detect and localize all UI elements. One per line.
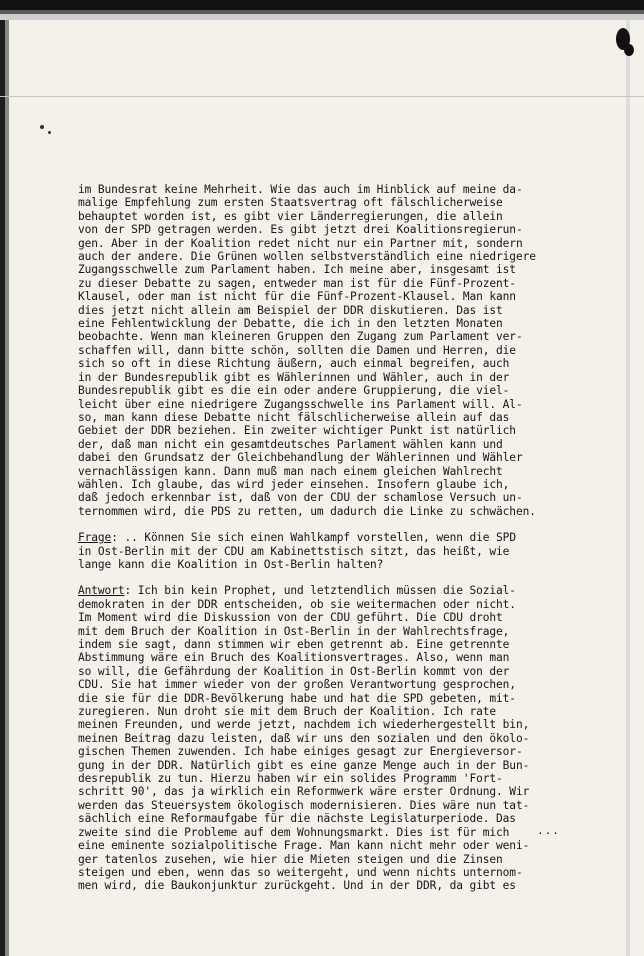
text-line: so, man kann diese Debatte nicht fälschlicherweise allein auf das — [78, 410, 510, 424]
text-line: demokraten in der DDR entscheiden, ob sie weitermachen oder nicht. — [78, 597, 516, 611]
text-line: Abstimmung wäre ein Bruch des Koalitionsvertrages. Also, wenn man — [78, 651, 510, 665]
text-line: sich so oft in diese Richtung äußern, auch einmal begreifen, auch — [78, 357, 510, 371]
text-line: leicht über eine niedrigere Zugangsschwelle ins Parlament will. Al- — [78, 397, 523, 411]
frage-label: Frage — [78, 531, 112, 545]
text-line: der, daß man nicht ein gesamtdeutsches Parlament wählen kann und — [78, 437, 503, 451]
text-line: eine eminente sozialpolitische Frage. Man kann nicht mehr oder weni- — [78, 839, 530, 853]
text-line: werden das Steuersystem ökologisch modernisieren. Dies wäre nun tat- — [78, 798, 530, 812]
text-line: sächlich eine Reformaufgabe für die nächste Legislaturperiode. Das — [78, 812, 516, 826]
text-line: von der SPD getragen werden. Es gibt jetzt drei Koalitionsregierun- — [78, 223, 523, 237]
text-line: schaffen will, dann bitte schön, sollten die Damen und Herren, die — [78, 343, 516, 357]
punch-hole — [624, 44, 634, 56]
text-line: Im Moment wird die Diskussion von der CDU geführt. Die CDU droht — [78, 611, 503, 625]
text-line: im Bundesrat keine Mehrheit. Wie das auch im Hinblick auf meine da- — [78, 183, 523, 196]
text-line: daß jedoch erkennbar ist, daß von der CDU der schamlose Versuch un- — [78, 491, 523, 505]
antwort-label: Antwort — [78, 584, 125, 598]
antwort-text: : Ich bin kein Prophet, und letztendlich müssen die Sozial- — [124, 584, 516, 598]
text-line: behauptet worden ist, es gibt vier Länderregierungen, die allein — [78, 209, 503, 223]
text-line: Zugangsschwelle zum Parlament haben. Ich meine aber, insgesamt ist — [78, 263, 516, 277]
text-line: in der Bundesrepublik gibt es Wählerinnen und Wähler, auch in der — [78, 370, 510, 384]
scan-left-edge — [0, 20, 9, 956]
scan-speck — [48, 131, 51, 134]
text-line: lange kann die Koalition in Ost-Berlin halten? — [78, 557, 384, 571]
text-line: CDU. Sie hat immer wieder von der großen Verantwortung gesprochen, — [78, 678, 516, 692]
document-body — [78, 183, 578, 893]
text-line: schritt 90', das ja wirklich ein Reformwerk wäre erster Ordnung. Wir — [78, 785, 530, 799]
text-line: zu dieser Debatte zu sagen, entweder man ist für die Fünf-Prozent- — [78, 276, 516, 290]
text-line: gischen Themen zuwenden. Ich habe einiges gesagt zur Energieversor- — [78, 745, 523, 759]
text-line: Gebiet der DDR beziehen. Ein zweiter wichtiger Punkt ist natürlich — [78, 424, 516, 438]
text-line: die sie für die DDR-Bevölkerung habe und hat die SPD gebeten, mit- — [78, 691, 516, 705]
scan-speck — [40, 125, 44, 129]
paragraph-intro — [78, 183, 578, 518]
text-line: meinen Freunden, und werde jetzt, nachdem ich wiederhergestellt bin, — [78, 718, 530, 732]
text-line: Klausel, oder man ist nicht für die Fünf-Prozent-Klausel. Man kann — [78, 290, 516, 304]
paragraph-frage — [78, 531, 578, 571]
scan-top-border — [0, 0, 644, 20]
text-line: ger tatenlos zusehen, wie hier die Mieten steigen und die Zinsen — [78, 852, 503, 866]
paragraph-antwort — [78, 584, 578, 892]
text-line: in Ost-Berlin mit der CDU am Kabinettstisch sitzt, das heißt, wie — [78, 544, 510, 558]
text-line: meinen Beitrag dazu leisten, daß wir uns den sozialen und den ökolo- — [78, 731, 530, 745]
text-line: dies jetzt nicht allein am Beispiel der DDR diskutieren. Das ist — [78, 303, 503, 317]
text-line: zuregieren. Nun droht sie mit dem Bruch der Koalition. Ich rate — [78, 705, 497, 719]
text-line: mit dem Bruch der Koalition in Ost-Berlin in der Wahlrechtsfrage, — [78, 624, 510, 638]
text-line: so will, die Gefährdung der Koalition in Ost-Berlin kommt von der — [78, 664, 510, 678]
text-line: vernachlässigen kann. Dann muß man nach einem gleichen Wahlrecht — [78, 464, 503, 478]
text-line: auch der andere. Die Grünen wollen selbstverständlich eine niedrigere — [78, 250, 536, 264]
text-line: steigen und eben, wenn das so weitergeht, und wenn nichts unternom- — [78, 865, 523, 879]
text-line: eine Fehlentwicklung der Debatte, die ich in den letzten Monaten — [78, 317, 503, 331]
text-line: ternommen wird, die PDS zu retten, um dadurch die Linke zu schwächen. — [78, 504, 536, 518]
scan-stripe — [0, 96, 644, 97]
text-line: men wird, die Baukonjunktur zurückgeht. Und in der DDR, da gibt es — [78, 879, 516, 893]
text-line: malige Empfehlung zum ersten Staatsvertrag oft fälschlicherweise — [78, 196, 503, 210]
text-line: gen. Aber in der Koalition redet nicht nur ein Partner mit, sondern — [78, 236, 523, 250]
text-line: wählen. Ich glaube, das wird jeder einsehen. Insofern glaube ich, — [78, 477, 510, 491]
text-line: gung in der DDR. Natürlich gibt es eine ganze Menge auch in der Bun- — [78, 758, 530, 772]
frage-text: : .. Können Sie sich einen Wahlkampf vorstellen, wenn die SPD — [111, 531, 516, 545]
continuation-mark: ... — [537, 824, 560, 837]
text-line: dabei den Grundsatz der Gleichbehandlung der Wählerinnen und Wähler — [78, 451, 523, 465]
text-line: indem sie sagt, dann stimmen wir eben getrennt ab. Eine getrennte — [78, 638, 510, 651]
text-line: beobachte. Wenn man kleineren Gruppen den Zugang zum Parlament ver- — [78, 330, 523, 344]
text-line: Bundesrepublik gibt es die ein oder andere Gruppierung, die viel- — [78, 384, 510, 398]
text-line: zweite sind die Probleme auf dem Wohnungsmarkt. Dies ist für mich — [78, 825, 510, 839]
scan-right-edge — [620, 20, 644, 956]
text-line: desrepublik zu tun. Hierzu haben wir ein solides Programm 'Fort- — [78, 772, 503, 786]
